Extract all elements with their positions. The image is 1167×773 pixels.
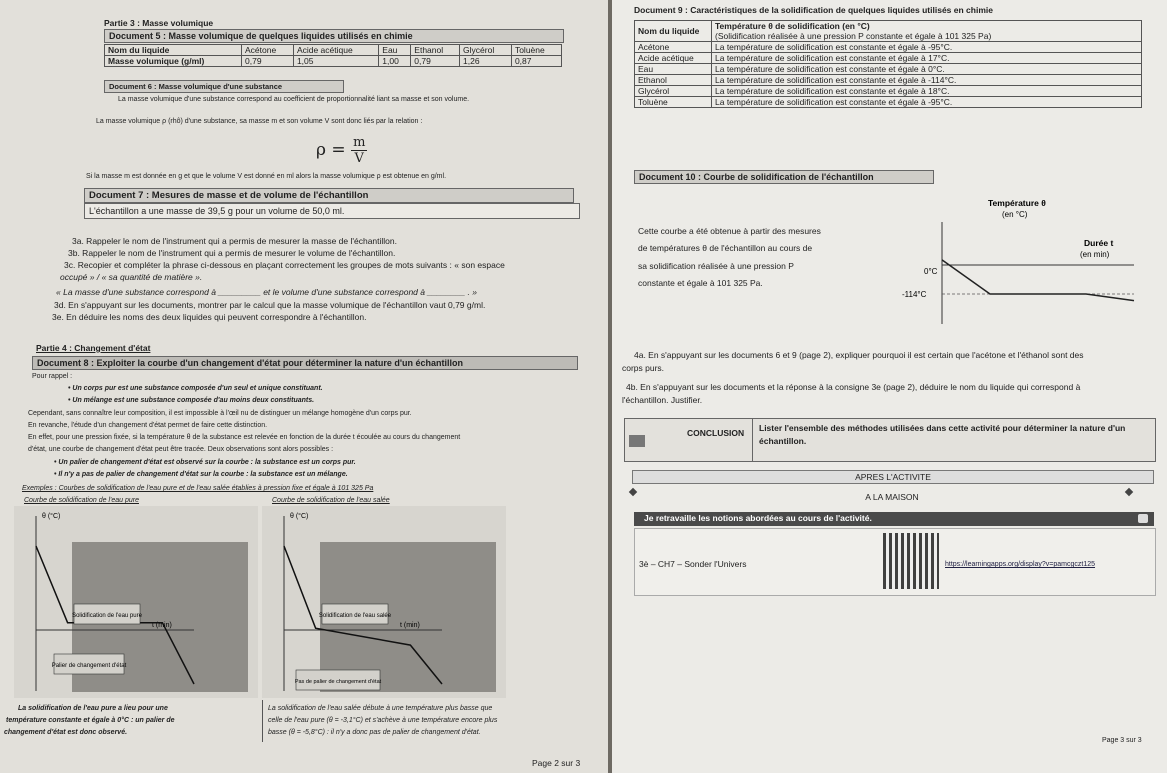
chapter-label: 3è – CH7 – Sonder l'Univers — [639, 559, 747, 569]
y-axis-label: θ (°C) — [290, 513, 309, 520]
q3a: 3a. Rappeler le nom de l'instrument qui a permis de mesurer la masse de l'échantillon. — [72, 236, 397, 246]
doc6-title: Document 6 : Masse volumique d'une substance — [104, 80, 344, 93]
q3b: 3b. Rappeler le nom de l'instrument qui a permis de mesurer le volume de l'échantillon. — [68, 248, 396, 258]
caption1-b: température constante et égale à 0°C : un palier de — [6, 717, 175, 724]
curve1-label: Solidification de l'eau pure — [72, 613, 142, 619]
divider — [262, 700, 263, 742]
table-cell: 1,05 — [293, 56, 378, 67]
table-row — [635, 53, 1142, 64]
q4a-line1: 4a. En s'appuyant sur les documents 6 et 9 (page 2), expliquer pourquoi il est certain que l'acétone et l'éthanol sont des — [634, 350, 1084, 360]
bullet1: • Un corps pur est une substance composée d'un seul et unique constituant. — [68, 385, 323, 392]
table-cell: Acide acétique — [635, 53, 712, 64]
y-axis-unit: (en °C) — [1002, 210, 1028, 219]
doc7-title: Document 7 : Mesures de masse et de volume de l'échantillon — [84, 188, 574, 203]
p3: En effet, pour une pression fixée, si la température θ de la substance est relevée en fonction de la durée t écoulée au cours du changement — [28, 434, 461, 441]
table-row — [635, 64, 1142, 75]
table-cell: Eau — [635, 64, 712, 75]
page-number: Page 3 sur 3 — [1102, 737, 1142, 744]
doc10-text-1: Cette courbe a été obtenue à partir des mesures — [638, 226, 821, 236]
doc10-chart — [898, 194, 1138, 332]
qr-code[interactable] — [883, 533, 939, 589]
formula-den: V — [354, 151, 364, 166]
home-banner: A LA MAISON — [865, 492, 919, 502]
table-cell: Toluène — [511, 45, 561, 56]
caption2-b: celle de l'eau pure (θ = -3,1°C) et s'achève à une température encore plus — [268, 717, 498, 724]
q3c: 3c. Recopier et compléter la phrase ci-dessous en plaçant correctement les groupes de mots suivants : « son espace — [64, 260, 505, 270]
q3c2: occupé » / « sa quantité de matière ». — [60, 272, 203, 282]
table-cell: 1,26 — [460, 56, 512, 67]
table-cell: La température de solidification est constante et égale à 18°C. — [712, 86, 1142, 97]
formula — [316, 135, 367, 166]
table-row — [635, 97, 1142, 108]
info-icon — [1138, 514, 1148, 523]
table-cell: Ethanol — [635, 75, 712, 86]
q4b-line1: 4b. En s'appuyant sur les documents et la réponse à la consigne 3e (page 2), déduire le nom du liquide qui correspond à — [626, 382, 1081, 392]
divider — [752, 419, 753, 461]
table-cell — [712, 21, 1142, 42]
table-cell: Acide acétique — [293, 45, 378, 56]
table-cell: La température de solidification est constante et égale à -95°C. — [712, 42, 1142, 53]
table-cell: Toluène — [635, 97, 712, 108]
p2: En revanche, l'étude d'un changement d'état permet de faire cette distinction. — [28, 422, 268, 429]
table-cell: Nom du liquide — [105, 45, 242, 56]
table-row — [105, 45, 562, 56]
bullet4: • Il n'y a pas de palier de changement d'état sur la courbe : la substance est un mélange. — [54, 471, 348, 478]
curve2-label: Solidification de l'eau salée — [318, 613, 392, 619]
table-cell: Ethanol — [411, 45, 460, 56]
table-row — [635, 42, 1142, 53]
doc9-title: Document 9 : Caractéristiques de la solidification de quelques liquides utilisés en chimie — [634, 5, 993, 15]
sample-curve — [942, 260, 1134, 301]
q3c3: « La masse d'une substance correspond à _________ et le volume d'une substance correspond à ________ . » — [56, 287, 477, 297]
curve2-chart — [262, 506, 506, 698]
caption2-c: basse (θ = -5,8°C) : il n'y a donc pas de palier de changement d'état. — [268, 729, 481, 736]
doc6-line2: La masse volumique ρ (rhô) d'une substance, sa masse m et son volume V sont donc liés par la relation : — [96, 118, 423, 125]
caption1-a: La solidification de l'eau pure a lieu pour une — [18, 705, 168, 712]
table-cell: La température de solidification est constante et égale à 0°C. — [712, 64, 1142, 75]
y-axis-label: θ (°C) — [42, 513, 61, 520]
page-number: Page 2 sur 3 — [532, 758, 581, 768]
doc10-text-3: sa solidification réalisée à une pression P — [638, 261, 794, 271]
q3d: 3d. En s'appuyant sur les documents, montrer par le calcul que la masse volumique de l'échantillon vaut 0,79 g/ml. — [54, 300, 486, 310]
p4: d'état, une courbe de changement d'état peut être tracée. Deux observations sont alors possibles : — [28, 446, 334, 453]
table-cell: Nom du liquide — [635, 21, 712, 42]
caption2-a: La solidification de l'eau salée débute à une température plus basse que — [268, 705, 493, 712]
doc10-text-4: constante et égale à 101 325 Pa. — [638, 278, 763, 288]
table-cell: Glycérol — [635, 86, 712, 97]
doc10-text-2: de températures θ de l'échantillon au cours de — [638, 243, 813, 253]
curve2-noplateau-label: Pas de palier de changement d'état — [294, 679, 382, 685]
table-cell: 0,87 — [511, 56, 561, 67]
resource-box — [634, 528, 1156, 596]
recall: Pour rappel : — [32, 373, 73, 380]
table-header-row — [635, 21, 1142, 42]
formula-lhs: ρ = — [316, 140, 346, 160]
table-cell: 1,00 — [379, 56, 411, 67]
table-row — [105, 56, 562, 67]
table-cell: Glycérol — [460, 45, 512, 56]
col2-subtitle: (Solidification réalisée à une pression P constante et égale à 101 325 Pa) — [715, 31, 992, 41]
part4-title: Partie 4 : Changement d'état — [36, 343, 151, 353]
conclusion-label: CONCLUSION — [687, 428, 745, 438]
caption1-c: changement d'état est donc observé. — [4, 729, 128, 736]
conclusion-text-1: Lister l'ensemble des méthodes utilisées dans cette activité pour déterminer la nature d'un — [759, 423, 1126, 433]
part3-title: Partie 3 : Masse volumique — [104, 18, 214, 28]
doc6-line3: Si la masse m est donnée en g et que le volume V est donné en ml alors la masse volumique ρ est obtenue en g/ml. — [86, 173, 447, 180]
revise-banner — [634, 512, 1154, 526]
table-cell: Acétone — [242, 45, 294, 56]
q4b-line2: l'échantillon. Justifier. — [622, 395, 703, 405]
x-axis-label: Durée t — [1084, 238, 1114, 248]
doc7-text: L'échantillon a une masse de 39,5 g pour un volume de 50,0 ml. — [84, 203, 580, 219]
table-cell: La température de solidification est constante et égale à -95°C. — [712, 97, 1142, 108]
table-cell: Masse volumique (g/ml) — [105, 56, 242, 67]
curve2-title: Courbe de solidification de l'eau salée — [272, 497, 390, 504]
curve1-plateau-label: Palier de changement d'état — [51, 663, 127, 669]
bullet2-text: Un mélange est une substance composée d'au moins deux constituants. — [72, 397, 315, 404]
x-axis-label: t (min) — [400, 622, 420, 629]
revise-text: Je retravaille les notions abordées au cours de l'activité. — [644, 513, 872, 523]
page-3 — [612, 0, 1167, 773]
table-cell: La température de solidification est constante et égale à -114°C. — [712, 75, 1142, 86]
table-row — [635, 86, 1142, 97]
bullet2: • Un mélange est une substance composée d'au moins deux constituants. — [68, 397, 315, 404]
tick-label-0: 0°C — [924, 267, 938, 276]
doc6-line1: La masse volumique d'une substance correspond au coefficient de proportionnalité liant sa masse et son volume. — [118, 96, 470, 103]
y-axis-label: Température θ — [988, 198, 1046, 208]
people-icon — [629, 435, 645, 447]
doc10-title: Document 10 : Courbe de solidification de l'échantillon — [634, 170, 934, 184]
bullet1-text: Un corps pur est une substance composée d'un seul et unique constituant. — [72, 385, 323, 392]
table-cell: La température de solidification est constante et égale à 17°C. — [712, 53, 1142, 64]
doc8-title: Document 8 : Exploiter la courbe d'un changement d'état pour déterminer la nature d'un échantillon — [32, 356, 578, 370]
doc5-title: Document 5 : Masse volumique de quelques liquides utilisés en chimie — [104, 29, 564, 43]
col2-title: Température θ de solidification (en °C) — [715, 21, 870, 31]
p1: Cependant, sans connaître leur composition, il est impossible à l'œil nu de distinguer un mélange homogène d'un corps pur. — [28, 410, 412, 417]
table-cell: Eau — [379, 45, 411, 56]
formula-num: m — [353, 135, 366, 150]
q4a-line2: corps purs. — [622, 363, 665, 373]
curve1-title: Courbe de solidification de l'eau pure — [24, 497, 139, 504]
doc5-table — [104, 44, 562, 67]
x-axis-label: t (min) — [152, 622, 172, 629]
curve1-chart — [14, 506, 258, 698]
examples: Exemples : Courbes de solidification de l'eau pure et de l'eau salée établies à pression fixe et égale à 101 325 Pa — [22, 485, 374, 492]
after-activity-banner: APRES L'ACTIVITE — [632, 470, 1154, 484]
doc9-table — [634, 20, 1142, 108]
conclusion-box — [624, 418, 1156, 462]
conclusion-text-2: échantillon. — [759, 436, 807, 446]
q3e: 3e. En déduire les noms des deux liquides qui peuvent correspondre à l'échantillon. — [52, 312, 367, 322]
table-cell: 0,79 — [411, 56, 460, 67]
bullet3-text: Un palier de changement d'état est observé sur la courbe : la substance est un corps pur. — [58, 459, 356, 466]
table-cell: 0,79 — [242, 56, 294, 67]
bullet3: • Un palier de changement d'état est observé sur la courbe : la substance est un corps pur. — [54, 459, 356, 466]
x-axis-unit: (en min) — [1080, 250, 1110, 259]
table-cell: Acétone — [635, 42, 712, 53]
table-row — [635, 75, 1142, 86]
resource-link[interactable]: https://learningapps.org/display?v=pamcgczt125 — [945, 561, 1096, 568]
tick-label-114: -114°C — [902, 290, 927, 299]
bullet4-text: Il n'y a pas de palier de changement d'état sur la courbe : la substance est un mélange. — [58, 471, 348, 478]
